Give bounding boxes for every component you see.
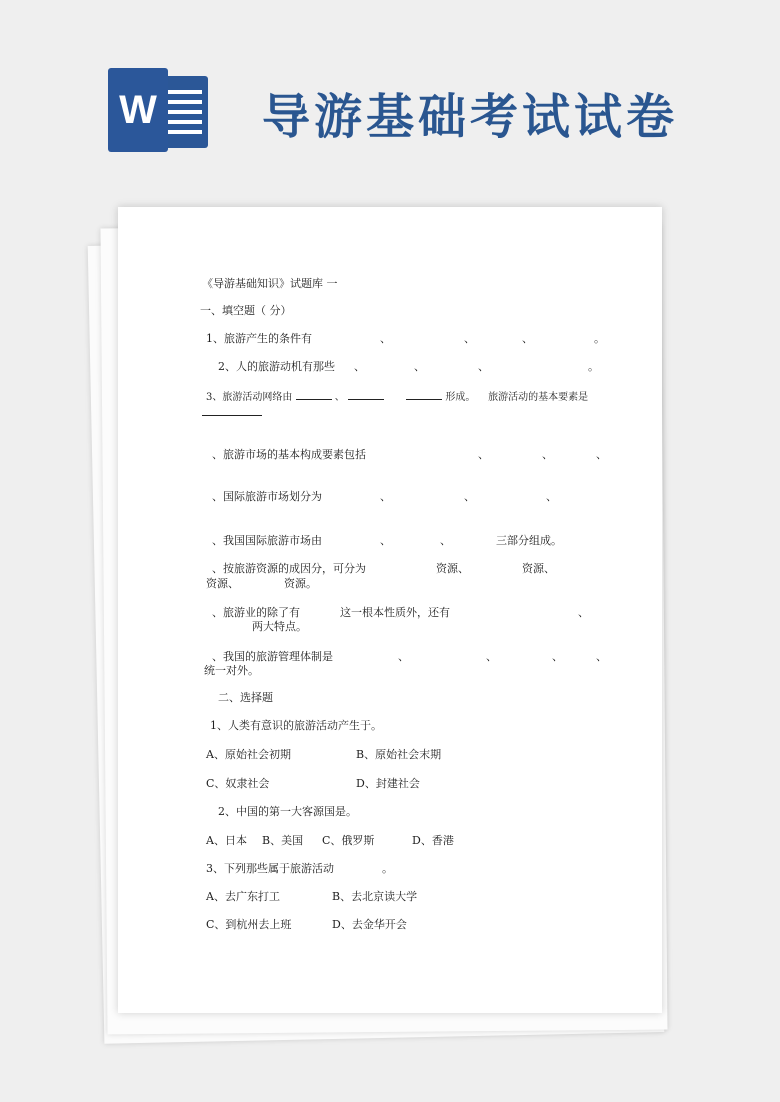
answer-blank[interactable]: [202, 405, 232, 416]
option-suffix: 资源、: [436, 562, 469, 575]
question-end: 三部分组成。: [496, 534, 562, 547]
document-page: [118, 207, 662, 1013]
word-logo-icon: [108, 68, 208, 152]
punct: 。: [588, 360, 599, 373]
punct: 、: [354, 360, 365, 373]
answer-blank[interactable]: [348, 389, 384, 400]
question-mid: 这一根本性质外，还有: [340, 606, 450, 619]
option-d[interactable]: D、香港: [412, 834, 454, 847]
option-a[interactable]: A、原始社会初期: [206, 748, 291, 761]
punct: 、: [414, 360, 425, 373]
question-end: 两大特点。: [252, 620, 307, 633]
punct: 、: [334, 392, 345, 403]
option-b[interactable]: B、美国: [262, 834, 304, 847]
punct: 、: [464, 332, 475, 345]
punct: 、: [596, 650, 607, 663]
option-suffix: 资源、: [522, 562, 555, 575]
question-pre: 3、旅游活动网络由: [206, 392, 293, 403]
header: [0, 0, 780, 190]
punct: 、: [546, 490, 557, 503]
answer-blank[interactable]: [232, 405, 262, 416]
punct: 、: [596, 448, 607, 461]
question-text: 、国际旅游市场划分为: [212, 490, 322, 503]
option-a[interactable]: A、日本: [206, 834, 247, 847]
section-heading: 一、填空题（ 分）: [200, 304, 292, 317]
question-text: 1、旅游产生的条件有: [206, 332, 312, 345]
option-c[interactable]: C、俄罗斯: [322, 834, 375, 847]
page-title: 导游基础考试试卷: [262, 89, 679, 145]
question-text: 2、中国的第一大客源国是。: [218, 805, 357, 818]
punct: 、: [380, 332, 391, 345]
option-suffix: 资源、: [206, 577, 239, 590]
question-text: 、我国国际旅游市场由: [212, 534, 322, 547]
option-d[interactable]: D、封建社会: [356, 777, 420, 790]
punct: 。: [594, 332, 605, 345]
option-d[interactable]: D、去金华开会: [332, 918, 407, 931]
punct: 、: [440, 534, 451, 547]
option-b[interactable]: B、去北京读大学: [332, 890, 418, 903]
punct: 、: [380, 534, 391, 547]
punct: 、: [478, 360, 489, 373]
answer-blank[interactable]: [296, 389, 332, 400]
punct: 、: [478, 448, 489, 461]
question-text: 、按旅游资源的成因分，可分为: [212, 562, 366, 575]
punct: 、: [486, 650, 497, 663]
question-text-2: 旅游活动的基本要素是: [488, 392, 589, 403]
punct: 、: [398, 650, 409, 663]
option-suffix: 资源。: [284, 577, 317, 590]
question-text: 1、人类有意识的旅游活动产生于。: [210, 719, 382, 732]
punct: 、: [380, 490, 391, 503]
question-text: 2、人的旅游动机有那些: [218, 360, 335, 373]
question-text: 、旅游业的除了有: [212, 606, 300, 619]
option-a[interactable]: A、去广东打工: [206, 890, 280, 903]
question-text: 、我国的旅游管理体制是: [212, 650, 333, 663]
punct: 、: [552, 650, 563, 663]
answer-blank[interactable]: [406, 389, 442, 400]
answer-line: [202, 405, 262, 420]
document-title: 《导游基础知识》试题库 一: [202, 277, 338, 290]
punct: 形成。: [445, 392, 476, 403]
option-c[interactable]: C、奴隶社会: [206, 777, 270, 790]
question-end: 统一对外。: [204, 664, 259, 677]
punct: 、: [578, 606, 589, 619]
section-heading: 二、选择题: [218, 691, 273, 704]
option-c[interactable]: C、到杭州去上班: [206, 918, 292, 931]
question-end: 。: [382, 862, 393, 875]
logo-letter: W: [108, 68, 168, 152]
question-text: [206, 389, 588, 405]
punct: 、: [522, 332, 533, 345]
punct: 、: [464, 490, 475, 503]
question-text: 、旅游市场的基本构成要素包括: [212, 448, 366, 461]
question-text: 3、下列那些属于旅游活动: [206, 862, 334, 875]
punct: 、: [542, 448, 553, 461]
option-b[interactable]: B、原始社会末期: [356, 748, 442, 761]
